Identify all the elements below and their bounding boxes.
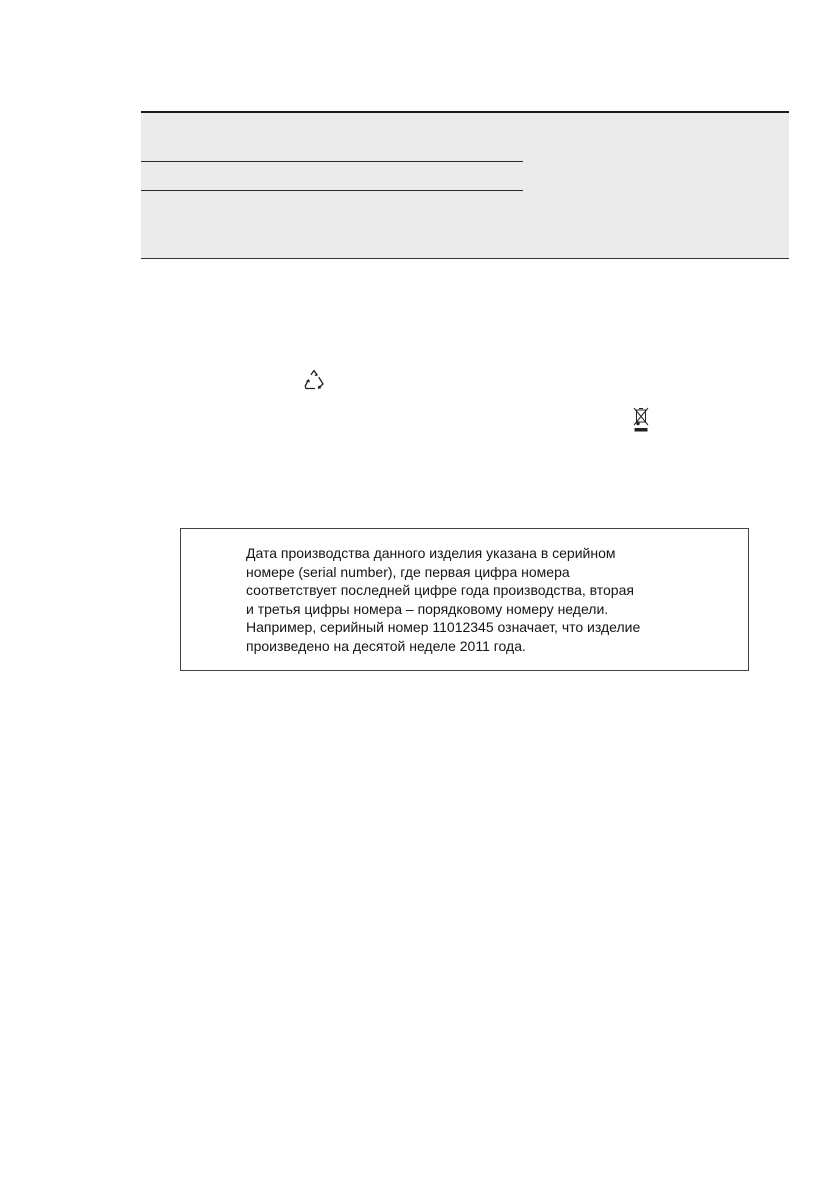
header-rule [141, 190, 523, 191]
recycle-icon [302, 368, 326, 392]
notice-line: произведено на десятой неделе 2011 года. [246, 637, 526, 654]
header-rule [141, 161, 523, 162]
manufacture-date-notice [180, 528, 749, 671]
notice-line: Дата производства данного изделия указана в серийном [246, 545, 616, 561]
notice-line: Например, серийный номер 11012345 означает, что изделие [246, 619, 641, 636]
header-block [141, 111, 789, 259]
notice-line: и третья цифры номера – порядковому номеру недели. [246, 600, 609, 617]
notice-line: номере (serial number), где первая цифра номера [246, 563, 570, 580]
notice-text [246, 544, 716, 656]
crossed-out-wheelie-bin-icon [631, 406, 651, 434]
notice-line: соответствует последней цифре года производства, вторая [246, 582, 634, 599]
